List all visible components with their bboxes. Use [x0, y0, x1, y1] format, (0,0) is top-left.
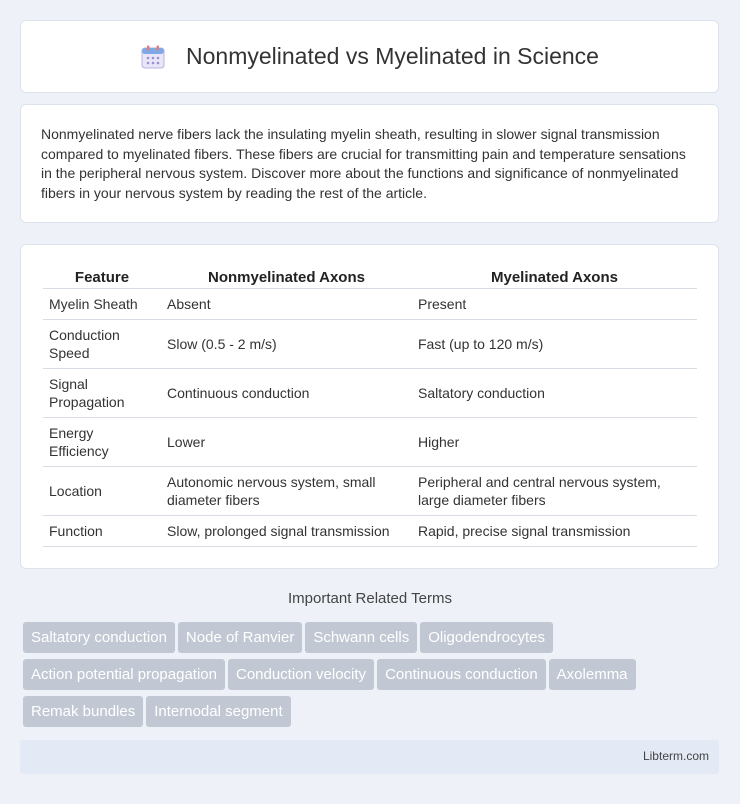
term-tag[interactable]: Axolemma: [549, 659, 636, 690]
table-cell-myelinated: Higher: [412, 418, 697, 467]
term-tag[interactable]: Continuous conduction: [377, 659, 546, 690]
table-cell-myelinated: Present: [412, 289, 697, 320]
term-tag[interactable]: Remak bundles: [23, 696, 143, 727]
header-card: [20, 20, 719, 93]
table-cell-nonmyelinated: Absent: [161, 289, 412, 320]
table-header-row: [43, 265, 697, 289]
table-row: [43, 369, 697, 418]
table-row: [43, 289, 697, 320]
table-cell-feature: Location: [43, 467, 161, 516]
table-cell-nonmyelinated: Continuous conduction: [161, 369, 412, 418]
table-cell-nonmyelinated: Slow (0.5 - 2 m/s): [161, 320, 412, 369]
table-row: [43, 467, 697, 516]
term-tag[interactable]: Node of Ranvier: [178, 622, 302, 653]
table-cell-myelinated: Fast (up to 120 m/s): [412, 320, 697, 369]
table-cell-feature: Myelin Sheath: [43, 289, 161, 320]
footer-site-link[interactable]: Libterm.com: [642, 749, 709, 763]
term-tag[interactable]: Conduction velocity: [228, 659, 374, 690]
table-cell-nonmyelinated: Autonomic nervous system, small diameter fibers: [161, 467, 412, 516]
table-cell-feature: Energy Efficiency: [43, 418, 161, 467]
related-terms-heading: Important Related Terms: [288, 590, 452, 607]
term-tag[interactable]: Action potential propagation: [23, 659, 225, 690]
calendar-icon: [140, 44, 166, 70]
related-terms-list: [23, 622, 723, 733]
comparison-table: [43, 265, 697, 547]
table-cell-myelinated: Peripheral and central nervous system, large diameter fibers: [412, 467, 697, 516]
table-row: [43, 320, 697, 369]
table-cell-feature: Conduction Speed: [43, 320, 161, 369]
column-header-feature: Feature: [43, 265, 161, 289]
table-cell-feature: Signal Propagation: [43, 369, 161, 418]
page-title: Nonmyelinated vs Myelinated in Science: [186, 43, 599, 69]
table-cell-myelinated: Saltatory conduction: [412, 369, 697, 418]
column-header-myelinated: Myelinated Axons: [412, 265, 697, 289]
table-cell-feature: Function: [43, 516, 161, 547]
term-tag[interactable]: Saltatory conduction: [23, 622, 175, 653]
table-cell-nonmyelinated: Slow, prolonged signal transmission: [161, 516, 412, 547]
term-tag[interactable]: Schwann cells: [305, 622, 417, 653]
table-row: [43, 418, 697, 467]
footer-bar: [20, 740, 719, 774]
intro-paragraph: Nonmyelinated nerve fibers lack the insulating myelin sheath, resulting in slower signal transmission compared to myelinated fibers. These fibers are crucial for transmitting pain and temperature sensations in the peripheral nervous system. Discover more about the functions and significance of nonmyelinated fibers in your nervous system by reading the rest of the article.: [41, 126, 686, 201]
column-header-nonmyelinated: Nonmyelinated Axons: [161, 265, 412, 289]
comparison-card: [20, 244, 719, 569]
table-cell-nonmyelinated: Lower: [161, 418, 412, 467]
table-cell-myelinated: Rapid, precise signal transmission: [412, 516, 697, 547]
term-tag[interactable]: Oligodendrocytes: [420, 622, 553, 653]
intro-card: [20, 104, 719, 223]
term-tag[interactable]: Internodal segment: [146, 696, 290, 727]
table-row: [43, 516, 697, 547]
